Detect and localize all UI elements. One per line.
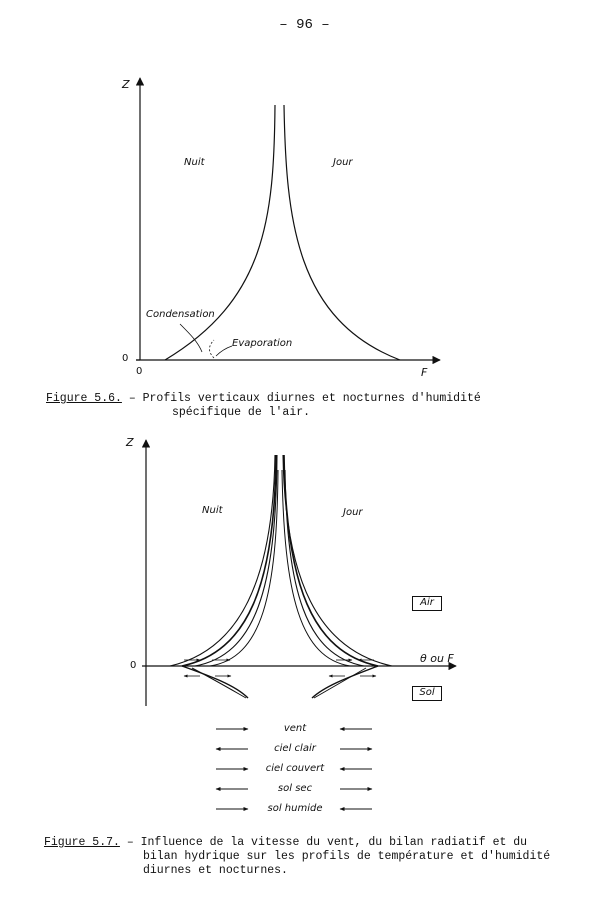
- fig57-legend-sol-humide: sol humide: [267, 803, 323, 814]
- fig56-caption-line1: – Profils verticaux diurnes et nocturnes d'humidité: [121, 392, 481, 405]
- fig57-sol-box: Sol: [412, 686, 442, 701]
- fig57-night-label: Nuit: [202, 505, 223, 516]
- fig56-evaporation-label: Evaporation: [232, 338, 293, 349]
- fig56-caption-label: Figure 5.6.: [46, 392, 122, 405]
- fig56-origin-x: 0: [136, 366, 143, 377]
- fig57-day-profiles: [282, 455, 392, 698]
- page-number: – 96 –: [279, 17, 330, 33]
- fig57-night-profiles: [170, 455, 278, 698]
- fig57-legend-sol-sec: sol sec: [277, 783, 313, 794]
- fig56-condensation-label: Condensation: [146, 309, 215, 320]
- fig56-caption-line2: spécifique de l'air.: [172, 406, 311, 419]
- fig56-day-label: Jour: [333, 157, 353, 168]
- fig57-origin-y: 0: [130, 660, 137, 671]
- fig56-origin-y: 0: [122, 353, 129, 364]
- fig56-f-label: F: [421, 366, 428, 379]
- fig57-caption-line1: – Influence de la vitesse du vent, du bilan radiatif et du: [119, 836, 528, 849]
- fig57-day-label: Jour: [343, 507, 363, 518]
- fig57-legend-ciel-clair: ciel clair: [274, 743, 316, 754]
- fig56-z-label: Z: [122, 78, 130, 91]
- fig57-z-label: Z: [126, 436, 134, 449]
- fig57-legend-ciel-couvert: ciel couvert: [265, 763, 325, 774]
- fig56-night-label: Nuit: [184, 157, 205, 168]
- fig57-caption-line3: diurnes et nocturnes.: [143, 864, 288, 877]
- fig57-caption-line2: bilan hydrique sur les profils de température et d'humidité: [143, 850, 551, 863]
- fig57-caption-label: Figure 5.7.: [44, 836, 120, 849]
- fig57-legend-vent: vent: [283, 723, 307, 734]
- fig57-air-box: Air: [412, 596, 442, 611]
- fig57-profile-arrows: [184, 660, 376, 676]
- fig57-theta-label: θ ou F: [420, 652, 454, 665]
- fig57-caption: [44, 836, 527, 850]
